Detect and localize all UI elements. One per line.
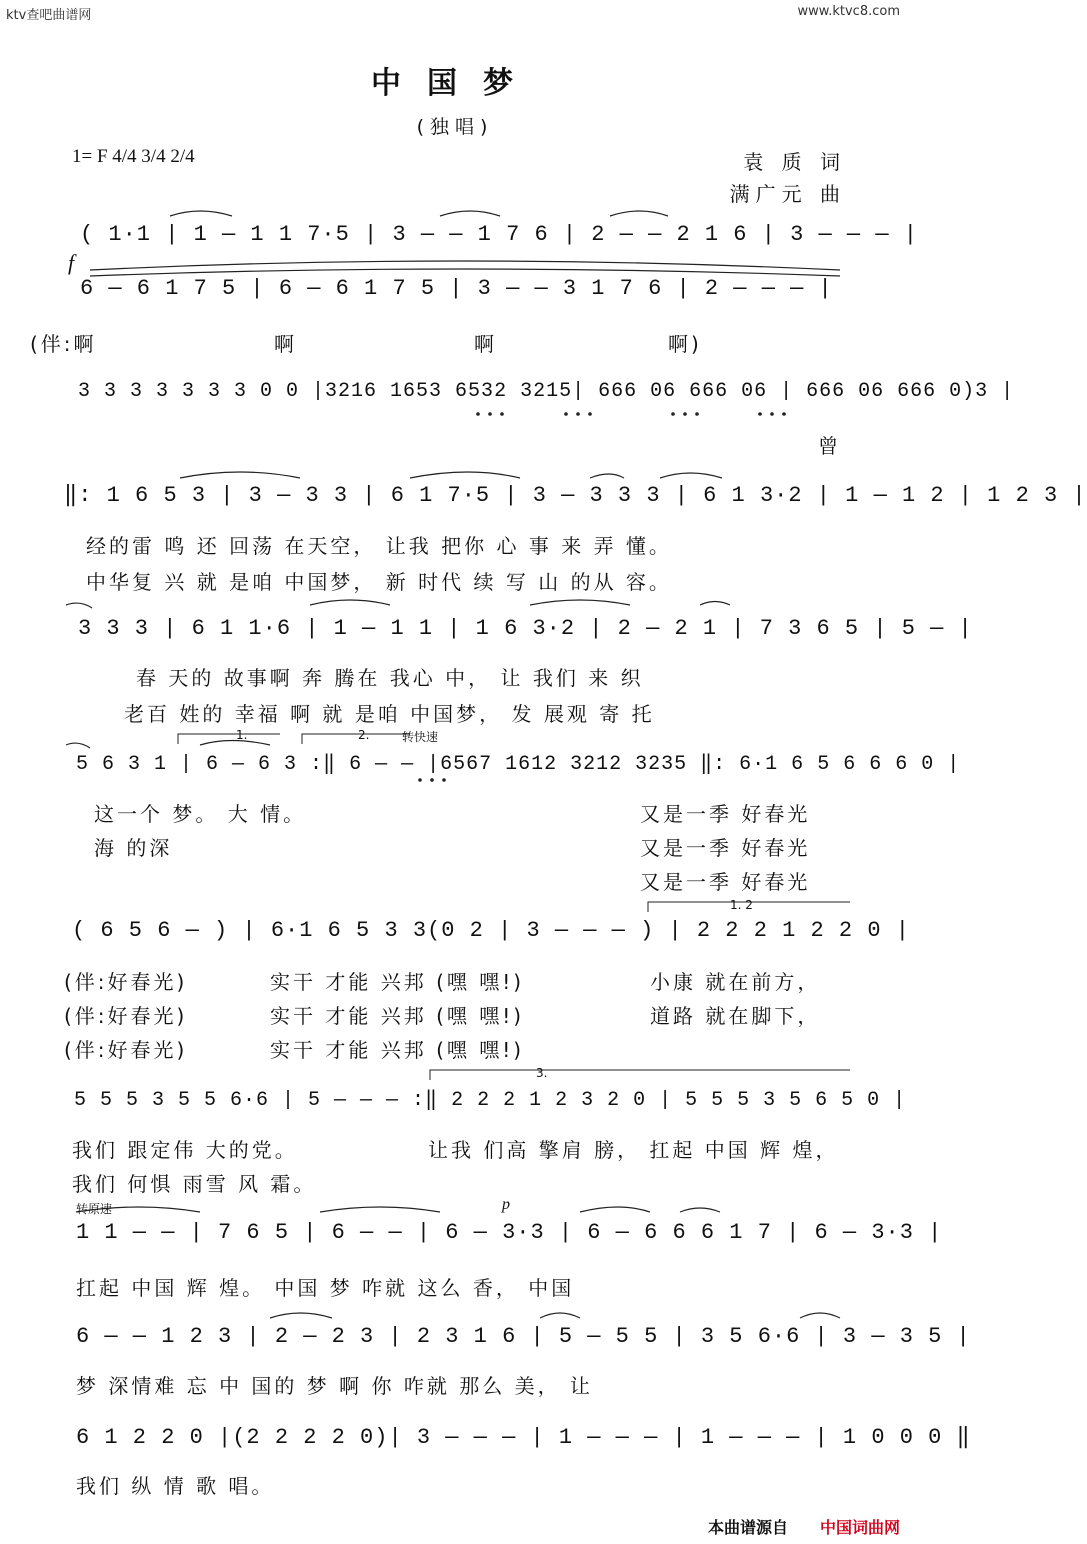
chorus-melody-row-1: ( 6 5 6 — ) | 6·1 6 5 3 3(0 2 | 3 — — — ) | 2 2 2 1 2 2 0 | bbox=[72, 918, 910, 943]
composer-credit: 满广元 曲 bbox=[729, 182, 846, 206]
coda-melody-row-1: 1 1 — — | 7 6 5 | 6 — — | 6 — 3·3 | 6 — 6 6 6 1 7 | 6 — 3·3 | bbox=[76, 1220, 943, 1245]
chorus-lyric-b: 道路 就在脚下， bbox=[650, 1004, 821, 1028]
ending-1-label: 1. bbox=[236, 728, 248, 742]
original-tempo-mark: 转原速 bbox=[76, 1202, 113, 1216]
verse-lyrics-5: 这一个 梦。 大 情。 bbox=[94, 802, 307, 826]
chorus-accomp-2: (伴:好春光) bbox=[64, 1004, 188, 1028]
chorus-lyric-c: 我们 跟定伟 大的党。 bbox=[72, 1138, 298, 1162]
intro-accomp-4: 啊) bbox=[668, 332, 702, 356]
chorus-accomp-1: (伴:好春光) bbox=[64, 970, 188, 994]
chorus-lyric-1: 又是一季 好春光 bbox=[640, 802, 811, 826]
coda-lyrics-1: 扛起 中国 辉 煌。 中国 梦 咋就 这么 香， 中国 bbox=[76, 1276, 575, 1300]
song-subtitle: (独唱) bbox=[416, 116, 494, 138]
song-title: 中国梦 bbox=[371, 66, 539, 101]
faster-tempo-mark: 转快速 bbox=[402, 730, 439, 744]
intro-accomp-2: 啊 bbox=[274, 332, 297, 356]
chorus-lyric-2: 又是一季 好春光 bbox=[640, 836, 811, 860]
coda-lyrics-3: 我们 纵 情 歌 唱。 bbox=[76, 1474, 275, 1498]
coda-lyrics-2: 梦 深情难 忘 中 国的 梦 啊 你 咋就 那么 美， 让 bbox=[76, 1374, 593, 1398]
key-signature: 1= F 4/4 3/4 2/4 bbox=[72, 146, 195, 167]
ending-12-label: 1. 2 bbox=[730, 898, 753, 912]
verse-lyrics-1: 经的雷 鸣 还 回荡 在天空， 让我 把你 心 事 来 弄 懂。 bbox=[86, 534, 672, 558]
verse-lyrics-2: 中华复 兴 就 是咱 中国梦， 新 时代 续 写 山 的从 容。 bbox=[86, 570, 672, 594]
intro-melody-row-1: ( 1·1 | 1 — 1 1 7·5 | 3 — — 1 7 6 | 2 — — 2 1 6 | 3 — — — | bbox=[80, 222, 918, 247]
footer-source-label: 本曲谱源自 bbox=[707, 1518, 788, 1537]
chorus-accomp-3: (伴:好春光) bbox=[64, 1038, 188, 1062]
chorus-lyric-d: 让我 们高 擎肩 膀， 扛起 中国 辉 煌， bbox=[428, 1138, 839, 1162]
chorus-melody-row-2: 5 5 5 3 5 5 6·6 | 5 — — — :‖ 2 2 2 1 2 3 2 0 | 5 5 5 3 5 6 5 0 | bbox=[74, 1089, 907, 1112]
ending-2-label: 2. bbox=[358, 728, 370, 742]
ending-3-label: 3. bbox=[536, 1066, 548, 1080]
chorus-response-2: 实干 才能 兴邦 (嘿 嘿!) bbox=[270, 1004, 525, 1028]
intro-pickup-lyric: 曾 bbox=[818, 434, 841, 458]
verse-lyrics-3: 春 天的 故事啊 奔 腾在 我心 中， 让 我们 来 织 bbox=[136, 666, 644, 690]
watermark-left: ktv查吧曲谱网 bbox=[6, 8, 92, 23]
chorus-response-1: 实干 才能 兴邦 (嘿 嘿!) bbox=[270, 970, 525, 994]
chorus-lyric-a: 小康 就在前方， bbox=[650, 970, 821, 994]
footer-brand-logo: 中国词曲网 bbox=[819, 1518, 900, 1537]
chorus-lyric-e: 我们 何惧 雨雪 风 霜。 bbox=[72, 1172, 317, 1196]
intro-accomp-3: 啊 bbox=[474, 332, 497, 356]
chorus-lyric-3: 又是一季 好春光 bbox=[640, 870, 811, 894]
dynamic-forte: f bbox=[68, 250, 75, 275]
verse-lyrics-4: 老百 姓的 幸福 啊 就 是咱 中国梦， 发 展观 寄 托 bbox=[124, 702, 655, 726]
coda-melody-row-2: 6 — — 1 2 3 | 2 — 2 3 | 2 3 1 6 | 5 — 5 5 | 3 5 6·6 | 3 — 3 5 | bbox=[76, 1324, 971, 1349]
chorus-response-3: 实干 才能 兴邦 (嘿 嘿!) bbox=[270, 1038, 525, 1062]
verse-melody-row-1: ‖: 1 6 5 3 | 3 — 3 3 | 6 1 7·5 | 3 — 3 3 3 | 6 1 3·2 | 1 — 1 2 | 1 2 3 | bbox=[64, 483, 1087, 508]
coda-melody-row-3: 6 1 2 2 0 |(2 2 2 2 0)| 3 — — — | 1 — — — | 1 — — — | 1 0 0 0 ‖ bbox=[76, 1425, 971, 1450]
intro-melody-row-3: 3 3 3 3 3 3 3 0 0 |3216 1653 6532 3215| 666 06 666 06 | 666 06 666 0)3 | bbox=[78, 380, 1015, 403]
verse-lyrics-6: 海 的深 bbox=[94, 836, 173, 860]
intro-melody-row-2: 6 — 6 1 7 5 | 6 — 6 1 7 5 | 3 — — 3 1 7 6 | 2 — — — | bbox=[80, 276, 833, 301]
intro-accomp-1: (伴:啊 bbox=[30, 332, 97, 356]
watermark-right: www.ktvc8.com bbox=[797, 4, 900, 19]
verse-melody-row-2: 3 3 3 | 6 1 1·6 | 1 — 1 1 | 1 6 3·2 | 2 — 2 1 | 7 3 6 5 | 5 — | bbox=[78, 616, 973, 641]
verse-melody-row-3: 5 6 3 1 | 6 — 6 3 :‖ 6 — — |6567 1612 3212 3235 ‖: 6·1 6 5 6 6 6 0 | bbox=[76, 753, 961, 776]
dynamic-piano: p bbox=[502, 1196, 510, 1213]
lyricist-credit: 袁 质 词 bbox=[743, 150, 846, 174]
